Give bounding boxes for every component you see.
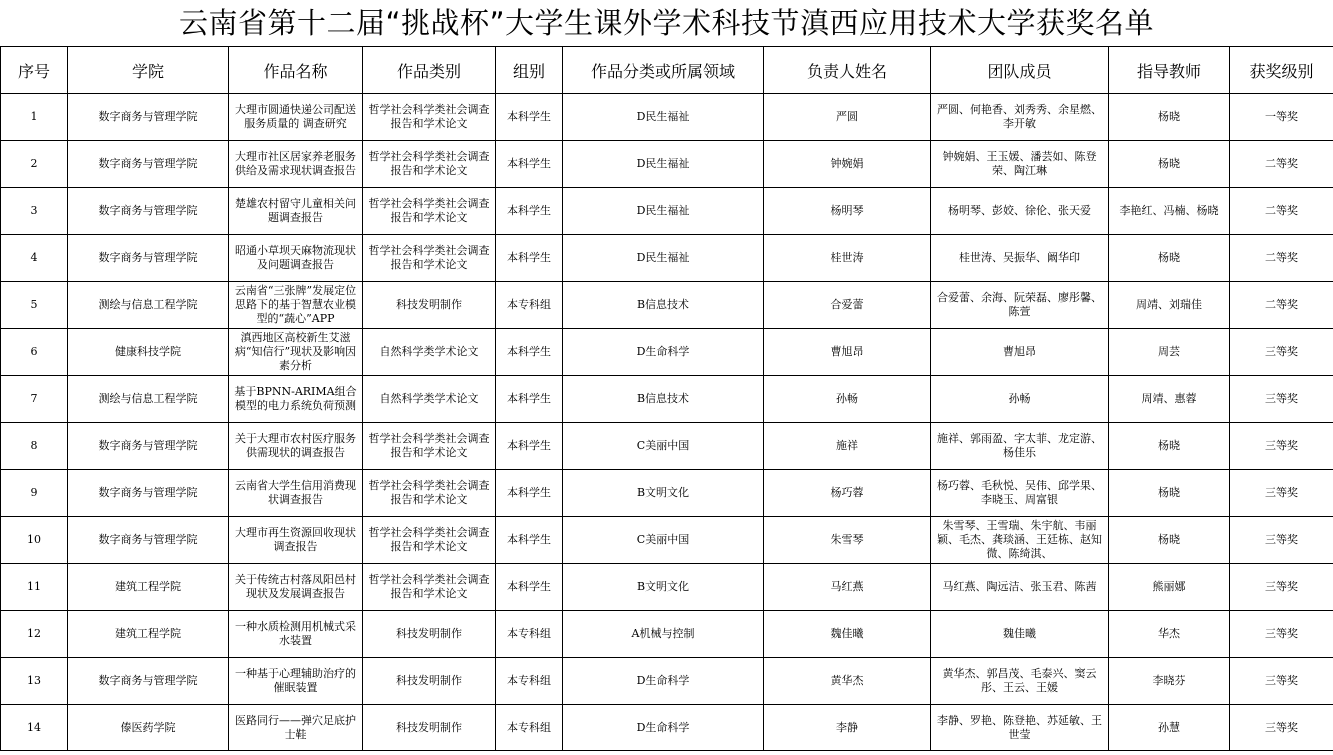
cell-team: 黄华杰、郭昌茂、毛泰兴、窦云彤、王云、王媛 [931,658,1109,705]
header-team: 团队成员 [931,47,1109,94]
cell-no: 5 [1,282,68,329]
cell-field: B信息技术 [563,282,764,329]
cell-work-category: 科技发明制作 [363,705,496,751]
cell-work-category: 哲学社会科学类社会调查报告和学术论文 [363,94,496,141]
cell-no: 9 [1,470,68,517]
cell-team: 曹旭昂 [931,329,1109,376]
cell-team: 魏佳曦 [931,611,1109,658]
cell-no: 1 [1,94,68,141]
table-row [1,188,1333,235]
cell-field: D生命科学 [563,329,764,376]
cell-work-name: 大理市圆通快递公司配送服务质量的 调查研究 [229,94,363,141]
cell-college: 测绘与信息工程学院 [68,376,229,423]
cell-leader: 钟婉娟 [764,141,931,188]
page-title: 云南省第十二届“挑战杯”大学生课外学术科技节滇西应用技术大学获奖名单 [178,6,1155,40]
cell-group: 本科学生 [496,564,563,611]
cell-field: D民生福祉 [563,94,764,141]
cell-team: 马红燕、陶远洁、张玉君、陈茜 [931,564,1109,611]
table-row [1,329,1333,376]
cell-teacher: 熊丽娜 [1109,564,1230,611]
cell-award-level: 三等奖 [1230,329,1333,376]
cell-field: C美丽中国 [563,423,764,470]
cell-award-level: 三等奖 [1230,658,1333,705]
cell-leader: 魏佳曦 [764,611,931,658]
cell-college: 数字商务与管理学院 [68,470,229,517]
header-field: 作品分类或所属领域 [563,47,764,94]
cell-award-level: 三等奖 [1230,376,1333,423]
header-work-name: 作品名称 [229,47,363,94]
cell-work-category: 哲学社会科学类社会调查报告和学术论文 [363,141,496,188]
cell-work-category: 哲学社会科学类社会调查报告和学术论文 [363,517,496,564]
awards-table [0,46,1333,751]
cell-work-category: 哲学社会科学类社会调查报告和学术论文 [363,470,496,517]
cell-leader: 曹旭昂 [764,329,931,376]
cell-field: D民生福祉 [563,235,764,282]
cell-work-category: 科技发明制作 [363,611,496,658]
cell-team: 施祥、郭雨盈、字太菲、龙定游、杨佳乐 [931,423,1109,470]
table-row [1,611,1333,658]
cell-college: 数字商务与管理学院 [68,517,229,564]
cell-work-name: 基于BPNN-ARIMA组合模型的电力系统负荷预测 [229,376,363,423]
cell-college: 数字商务与管理学院 [68,141,229,188]
cell-no: 6 [1,329,68,376]
cell-group: 本科学生 [496,329,563,376]
cell-award-level: 三等奖 [1230,705,1333,751]
table-row [1,376,1333,423]
cell-teacher: 周靖、惠蓉 [1109,376,1230,423]
cell-teacher: 周芸 [1109,329,1230,376]
header-work-category: 作品类别 [363,47,496,94]
cell-work-name: 关于大理市农村医疗服务供需现状的调查报告 [229,423,363,470]
header-group: 组别 [496,47,563,94]
cell-leader: 桂世涛 [764,235,931,282]
cell-field: B信息技术 [563,376,764,423]
cell-award-level: 二等奖 [1230,235,1333,282]
cell-field: D民生福祉 [563,188,764,235]
cell-leader: 黄华杰 [764,658,931,705]
table-body [1,94,1333,751]
cell-college: 建筑工程学院 [68,611,229,658]
cell-no: 12 [1,611,68,658]
cell-college: 数字商务与管理学院 [68,658,229,705]
cell-teacher: 杨晓 [1109,235,1230,282]
cell-leader: 朱雪琴 [764,517,931,564]
cell-work-category: 自然科学类学术论文 [363,329,496,376]
cell-field: C美丽中国 [563,517,764,564]
cell-field: B文明文化 [563,470,764,517]
cell-field: B文明文化 [563,564,764,611]
cell-college: 数字商务与管理学院 [68,94,229,141]
cell-work-name: 云南省大学生信用消费现状调查报告 [229,470,363,517]
cell-leader: 马红燕 [764,564,931,611]
cell-leader: 施祥 [764,423,931,470]
cell-group: 本专科组 [496,611,563,658]
cell-team: 孙畅 [931,376,1109,423]
cell-award-level: 三等奖 [1230,517,1333,564]
cell-no: 10 [1,517,68,564]
cell-leader: 杨明琴 [764,188,931,235]
cell-college: 测绘与信息工程学院 [68,282,229,329]
cell-work-name: 楚雄农村留守儿童相关问题调查报告 [229,188,363,235]
cell-teacher: 杨晓 [1109,423,1230,470]
cell-award-level: 三等奖 [1230,611,1333,658]
table-row [1,282,1333,329]
cell-college: 数字商务与管理学院 [68,235,229,282]
header-no: 序号 [1,47,68,94]
table-row [1,423,1333,470]
table-row [1,658,1333,705]
cell-team: 杨巧蓉、毛秋悦、吴伟、邱学果、李晓玉、周富银 [931,470,1109,517]
cell-teacher: 杨晓 [1109,470,1230,517]
header-teacher: 指导教师 [1109,47,1230,94]
header-award-level: 获奖级别 [1230,47,1333,94]
cell-team: 李静、罗艳、陈登艳、苏延敏、王世莹 [931,705,1109,751]
cell-work-name: 大理市社区居家养老服务供给及需求现状调查报告 [229,141,363,188]
cell-work-name: 一种水质检测用机械式采水装置 [229,611,363,658]
cell-group: 本科学生 [496,470,563,517]
cell-field: D生命科学 [563,658,764,705]
cell-group: 本科学生 [496,376,563,423]
cell-leader: 合爱蕾 [764,282,931,329]
cell-no: 8 [1,423,68,470]
table-header-row [1,47,1333,94]
header-college: 学院 [68,47,229,94]
table-row [1,141,1333,188]
cell-teacher: 李艳红、冯楠、杨晓 [1109,188,1230,235]
cell-award-level: 一等奖 [1230,94,1333,141]
cell-field: D民生福祉 [563,141,764,188]
cell-award-level: 二等奖 [1230,282,1333,329]
cell-work-category: 科技发明制作 [363,282,496,329]
table-row [1,517,1333,564]
cell-group: 本科学生 [496,235,563,282]
cell-group: 本科学生 [496,94,563,141]
cell-award-level: 三等奖 [1230,423,1333,470]
cell-group: 本科学生 [496,188,563,235]
cell-college: 数字商务与管理学院 [68,188,229,235]
cell-work-category: 哲学社会科学类社会调查报告和学术论文 [363,564,496,611]
cell-leader: 孙畅 [764,376,931,423]
cell-no: 11 [1,564,68,611]
cell-work-name: 云南省“三张牌”发展定位思路下的基于智慧农业模型的“蔬心”APP [229,282,363,329]
cell-work-category: 科技发明制作 [363,658,496,705]
cell-field: A机械与控制 [563,611,764,658]
cell-group: 本科学生 [496,141,563,188]
cell-field: D生命科学 [563,705,764,751]
cell-work-name: 关于传统古村落凤阳邑村现状及发展调查报告 [229,564,363,611]
cell-leader: 严圆 [764,94,931,141]
cell-work-category: 哲学社会科学类社会调查报告和学术论文 [363,188,496,235]
cell-team: 严圆、何艳香、刘秀秀、余星燃、李开敏 [931,94,1109,141]
cell-college: 傣医药学院 [68,705,229,751]
header-leader: 负责人姓名 [764,47,931,94]
cell-no: 2 [1,141,68,188]
cell-college: 建筑工程学院 [68,564,229,611]
cell-teacher: 周靖、刘瑞佳 [1109,282,1230,329]
cell-group: 本专科组 [496,658,563,705]
cell-team: 杨明琴、彭姣、徐伦、张天爱 [931,188,1109,235]
cell-no: 7 [1,376,68,423]
table-row [1,705,1333,751]
cell-group: 本专科组 [496,705,563,751]
cell-work-category: 自然科学类学术论文 [363,376,496,423]
cell-no: 4 [1,235,68,282]
cell-award-level: 三等奖 [1230,470,1333,517]
cell-teacher: 杨晓 [1109,141,1230,188]
cell-work-category: 哲学社会科学类社会调查报告和学术论文 [363,235,496,282]
table-row [1,564,1333,611]
cell-award-level: 二等奖 [1230,141,1333,188]
cell-group: 本专科组 [496,282,563,329]
cell-group: 本科学生 [496,423,563,470]
cell-teacher: 华杰 [1109,611,1230,658]
cell-no: 13 [1,658,68,705]
cell-work-name: 医路同行——弹穴足底护士鞋 [229,705,363,751]
cell-leader: 李静 [764,705,931,751]
cell-team: 合爱蕾、余海、阮荣磊、廖彤馨、陈萱 [931,282,1109,329]
cell-teacher: 孙慧 [1109,705,1230,751]
cell-work-name: 昭通小草坝天麻物流现状及问题调查报告 [229,235,363,282]
cell-no: 14 [1,705,68,751]
cell-work-category: 哲学社会科学类社会调查报告和学术论文 [363,423,496,470]
cell-teacher: 杨晓 [1109,94,1230,141]
cell-college: 数字商务与管理学院 [68,423,229,470]
cell-team: 钟婉娟、王玉媛、潘芸如、陈登荣、陶江琳 [931,141,1109,188]
cell-work-name: 一种基于心理辅助治疗的催眠装置 [229,658,363,705]
cell-award-level: 三等奖 [1230,564,1333,611]
cell-work-name: 滇西地区高校新生艾滋病“知信行”现状及影响因素分析 [229,329,363,376]
cell-teacher: 杨晓 [1109,517,1230,564]
cell-award-level: 二等奖 [1230,188,1333,235]
cell-teacher: 李晓芬 [1109,658,1230,705]
cell-leader: 杨巧蓉 [764,470,931,517]
cell-college: 健康科技学院 [68,329,229,376]
table-row [1,470,1333,517]
table-row [1,94,1333,141]
cell-group: 本科学生 [496,517,563,564]
cell-team: 桂世涛、吴振华、阚华印 [931,235,1109,282]
cell-no: 3 [1,188,68,235]
cell-team: 朱雪琴、王雪瑞、朱宇航、韦丽颖、毛杰、龚琰涵、王廷栋、赵知微、陈绮淇、 [931,517,1109,564]
cell-work-name: 大理市再生资源回收现状调查报告 [229,517,363,564]
table-row [1,235,1333,282]
